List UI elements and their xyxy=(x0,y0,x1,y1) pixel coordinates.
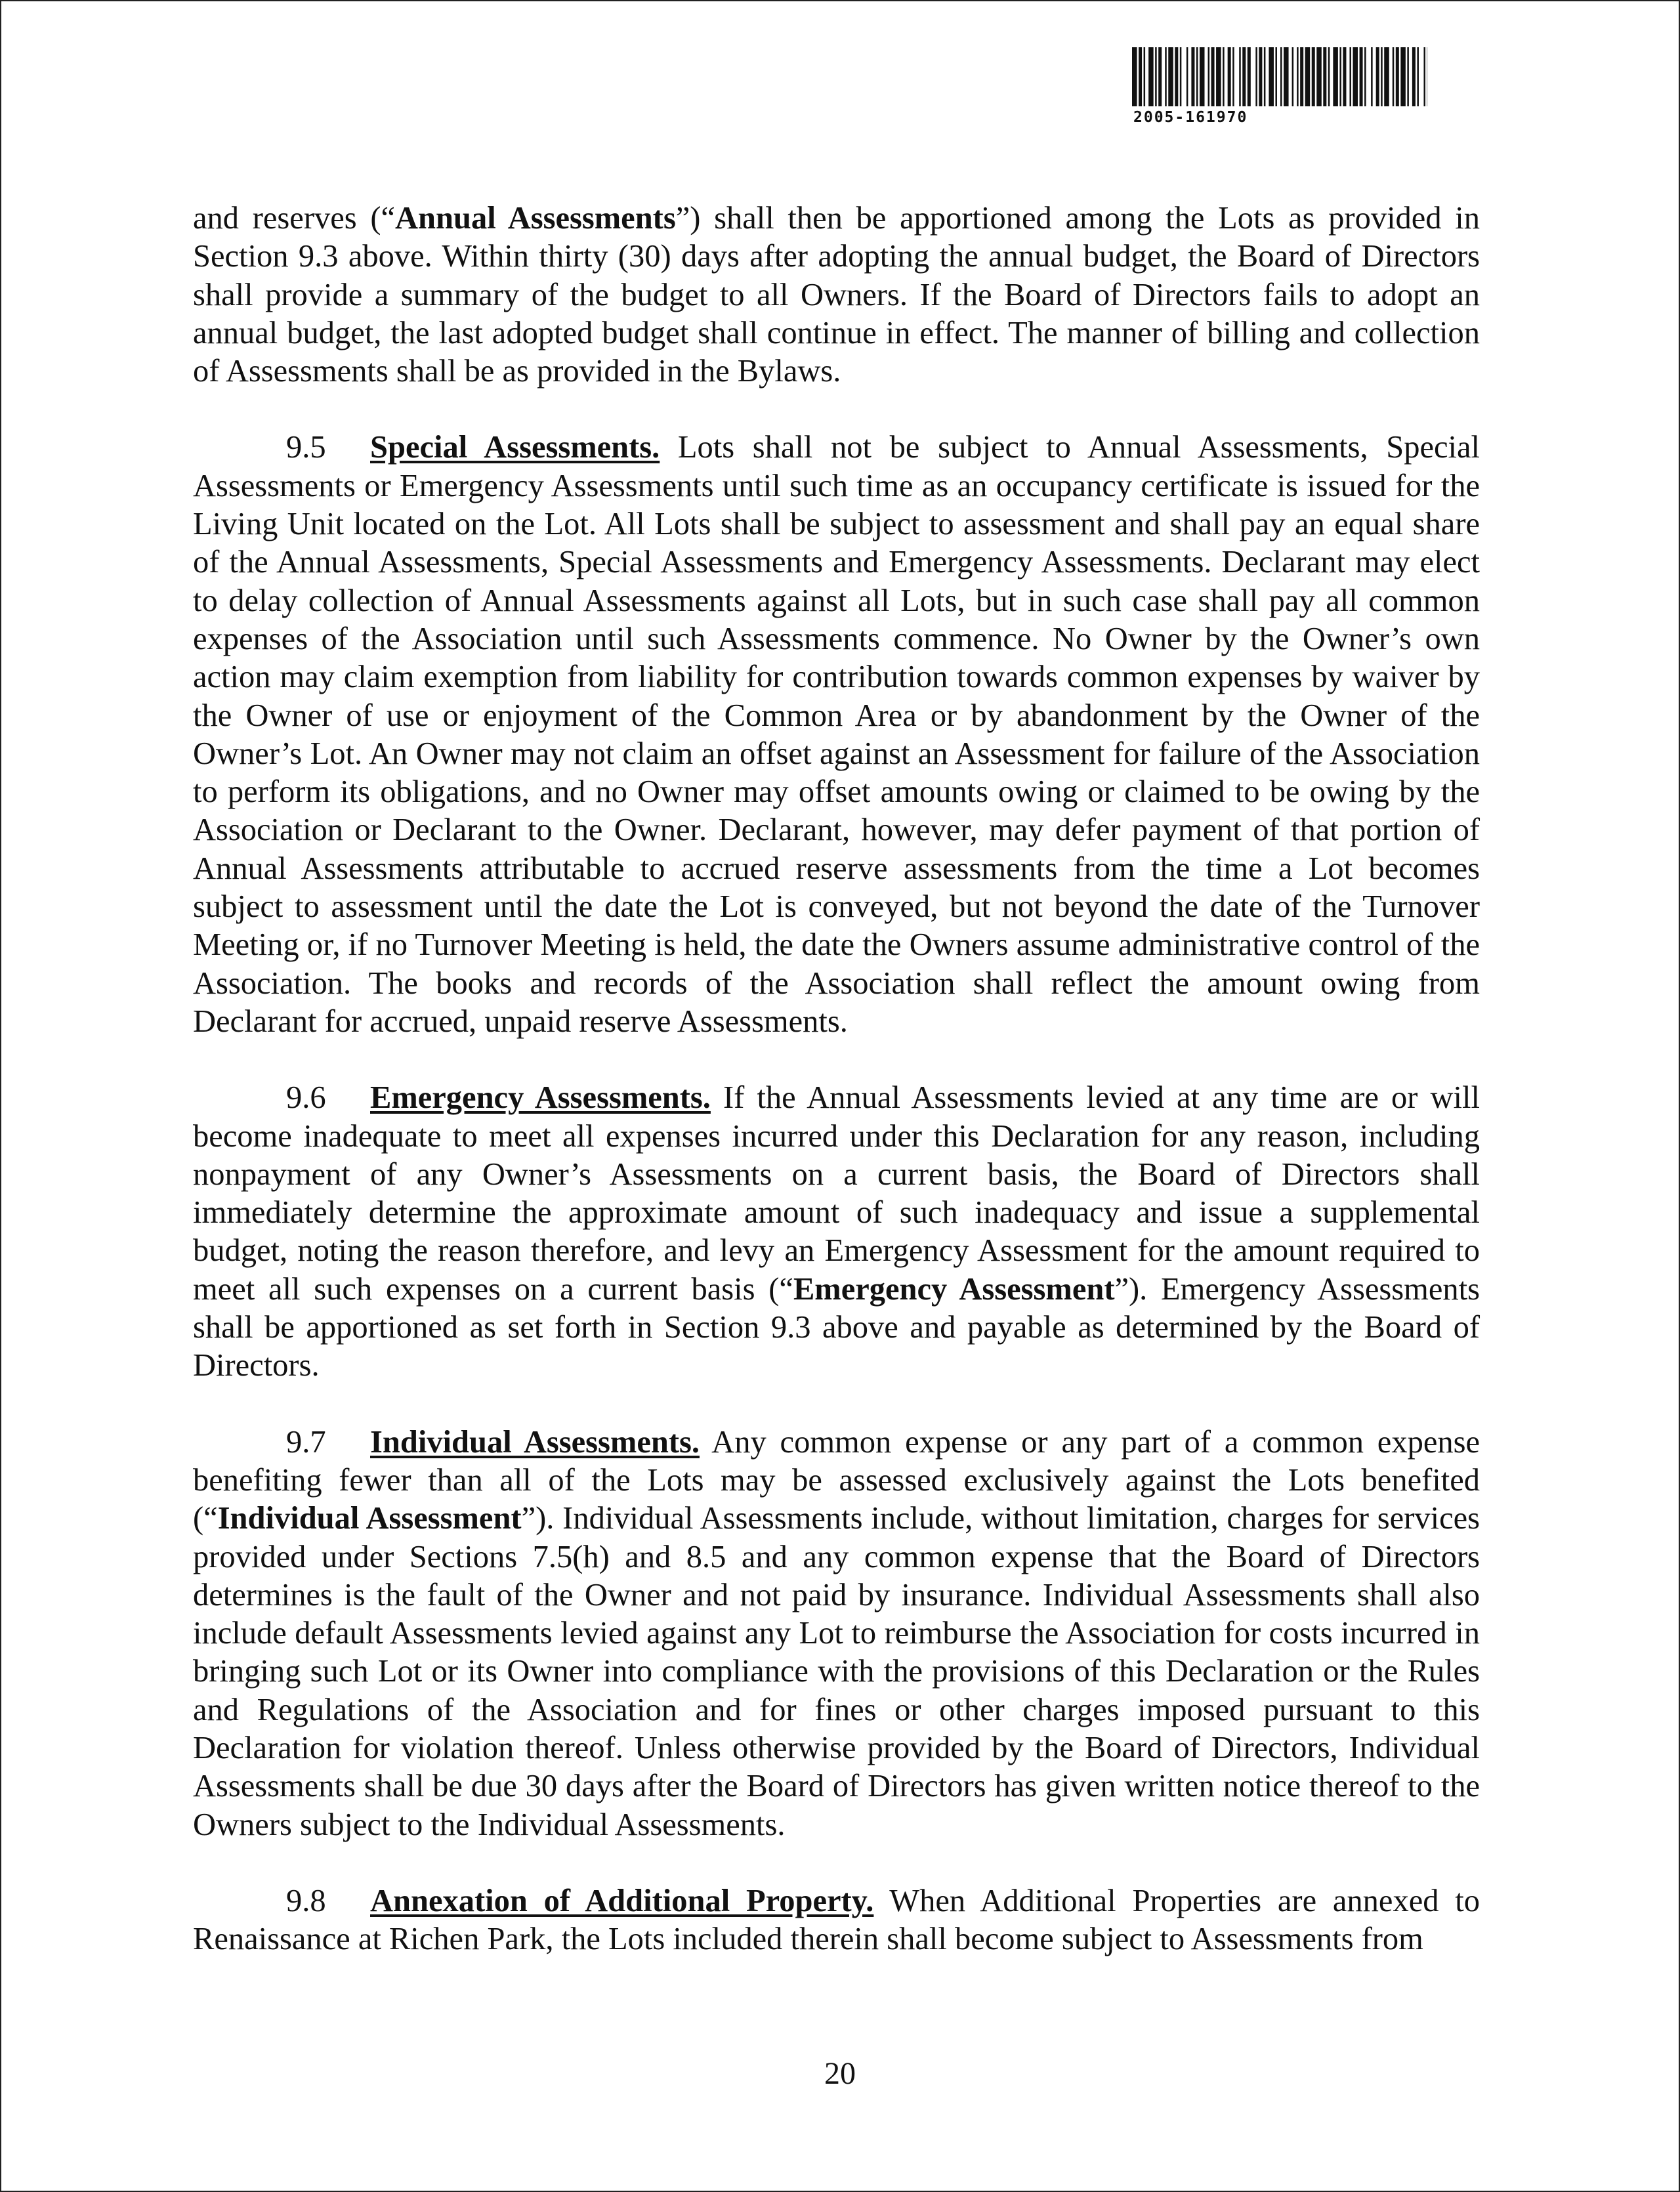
section-defined-term: Individual Assessment xyxy=(217,1501,522,1536)
section-body-1: Any common expense or any part of a common expense benefiting fewer than all of the Lots may be assessed exclusively against the Lots benefited (“ xyxy=(193,1424,1480,1536)
section-heading: Special Assessments. xyxy=(370,430,660,465)
intro-text-2: ”) shall then be apportioned among the Lots as provided in Section 9.3 above. Within thirty (30) days after adopting the annual budget, the Board of Directors shall provide a summary of the budget to all Owners. If the Board of Directors fails to adopt an annual budget, the last adopted budget shall continue in effect. The manner of billing and collection of Assessments shall be as provided in the Bylaws. xyxy=(193,201,1480,389)
intro-paragraph xyxy=(193,200,1480,390)
section-heading: Emergency Assessments. xyxy=(370,1080,711,1116)
document-body xyxy=(193,200,1480,1996)
section-body-2: ”). Emergency Assessments shall be apportioned as set forth in Section 9.3 above and payable as determined by the Board of Directors. xyxy=(193,1271,1480,1383)
section-number: 9.5 xyxy=(286,430,326,465)
page-number: 20 xyxy=(824,2056,856,2091)
barcode-image xyxy=(1132,47,1427,106)
section-body-1: If the Annual Assessments levied at any time are or will become inadequate to meet all expenses incurred under this Declaration for any reason, including nonpayment of any Owner’s Assessments on a current basis, the Board of Directors shall immediately determine the approximate amount of such inadequacy and issue a supplemental budget, noting the reason therefore, and levy an Emergency Assessment for the amount required to meet all such expenses on a current basis (“ xyxy=(193,1080,1480,1307)
section-body-2: ”). Individual Assessments include, without limitation, charges for services provided under Sections 7.5(h) and 8.5 and any common expense that the Board of Directors determines is the fault of the Owner and not paid by insurance. Individual Assessments shall also include default Assessments levied against any Lot to reimburse the Association for costs incurred in bringing such Lot or its Owner into compliance with the provisions of this Declaration or the Rules and Regulations of the Association and for fines or other charges imposed pursuant to this Declaration for violation thereof. Unless otherwise provided by the Board of Directors, Individual Assessments shall be due 30 days after the Board of Directors has given written notice thereof to the Owners subject to the Individual Assessments. xyxy=(193,1501,1480,1842)
section-number: 9.7 xyxy=(286,1424,326,1460)
section-body: Lots shall not be subject to Annual Assessments, Special Assessments or Emergency Assessments until such time as an occupancy certificate is issued for the Living Unit located on the Lot. All Lots shall be subject to assessment and shall pay an equal share of the Annual Assessments, Special Assessments and Emergency Assessments. Declarant may elect to delay collection of Annual Assessments against all Lots, but in such case shall pay all common expenses of the Association until such Assessments commence. No Owner by the Owner’s own action may claim exemption from liability for contribution towards common expenses by waiver by the Owner of use or enjoyment of the Common Area or by abandonment by the Owner of the Owner’s Lot. An Owner may not claim an offset against an Assessment for failure of the Association to perform its obligations, and no Owner may offset amounts owing or claimed to be owing by the Association or Declarant to the Owner. Declarant, however, may defer payment of that portion of Annual Assessments attributable to accrued reserve assessments from the time a Lot becomes subject to assessment until the date the Lot is conveyed, but not beyond the date of the Turnover Meeting or, if no Turnover Meeting is held, the date the Owners assume administrative control of the Association. The books and records of the Association shall reflect the amount owing from Declarant for accrued, unpaid reserve Assessments. xyxy=(193,430,1480,1039)
section-9-7 xyxy=(193,1423,1480,1844)
section-defined-term: Emergency Assessment xyxy=(793,1271,1115,1307)
barcode-number: 2005-161970 xyxy=(1133,109,1248,126)
section-heading: Annexation of Additional Property. xyxy=(370,1883,874,1918)
section-9-8 xyxy=(193,1882,1480,1959)
section-9-5 xyxy=(193,429,1480,1041)
section-number: 9.6 xyxy=(286,1080,326,1116)
intro-text-1: and reserves (“ xyxy=(193,201,396,236)
barcode xyxy=(1132,47,1427,126)
section-body: When Additional Properties are annexed to Renaissance at Richen Park, the Lots included therein shall become subject to Assessments from xyxy=(193,1883,1480,1957)
intro-defined-term: Annual Assessments xyxy=(395,201,676,236)
section-9-6 xyxy=(193,1079,1480,1385)
section-number: 9.8 xyxy=(286,1883,326,1918)
section-heading: Individual Assessments. xyxy=(370,1424,700,1460)
